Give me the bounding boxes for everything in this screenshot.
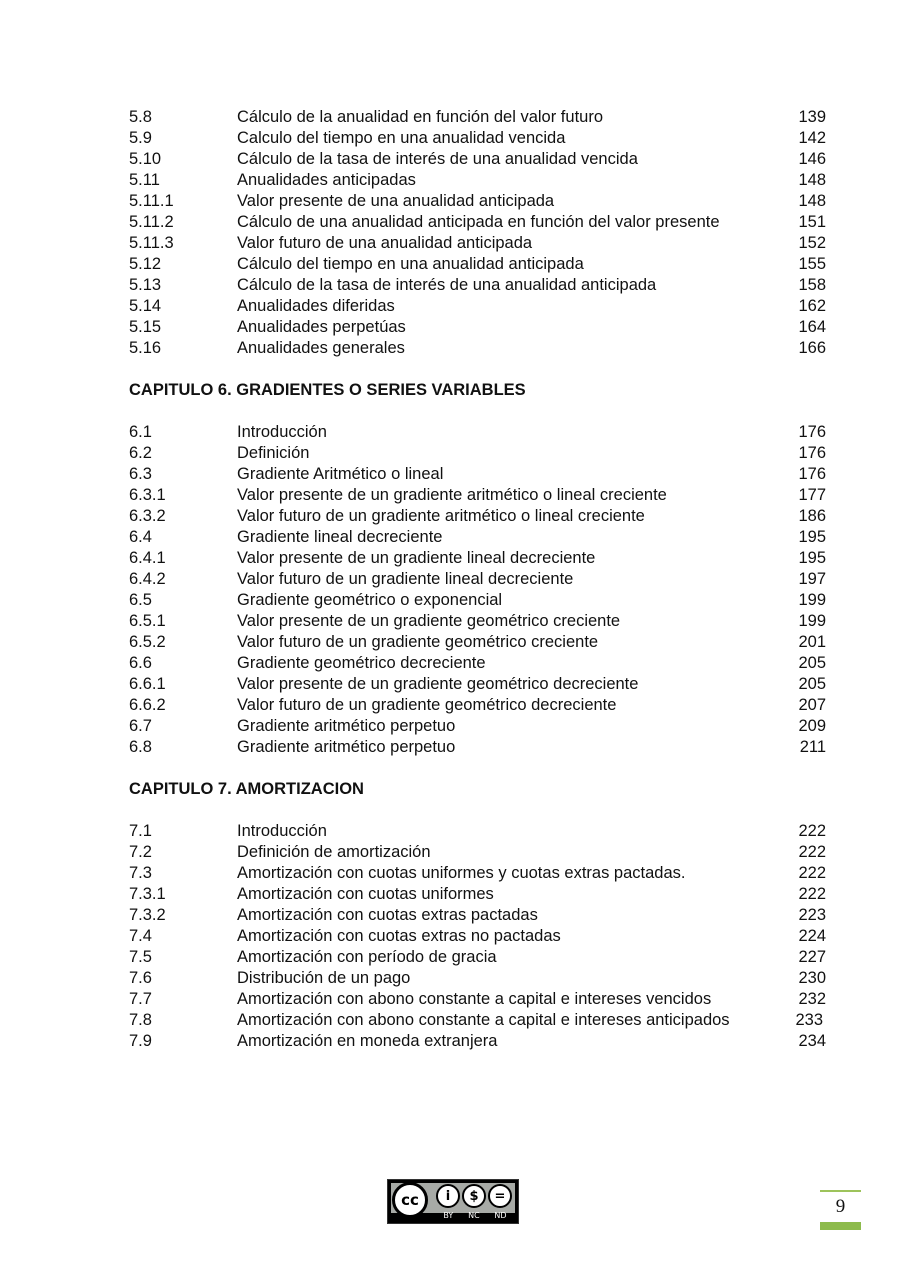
toc-entry-number: 5.13 xyxy=(129,276,162,294)
nc-icon: $ xyxy=(462,1184,486,1208)
toc-entry-title: Valor futuro de un gradiente lineal decreciente xyxy=(237,570,574,588)
toc-entry-number: 6.5.2 xyxy=(129,633,166,651)
toc-entry-title: Introducción xyxy=(237,822,327,840)
toc-entry-page: 230 xyxy=(798,969,826,987)
license-label-nd: ND xyxy=(494,1211,507,1220)
toc-entry-page: 164 xyxy=(798,318,826,336)
toc-entry-number: 7.6 xyxy=(129,969,152,987)
toc-entry[interactable] xyxy=(129,548,829,569)
toc-entry-title: Anualidades generales xyxy=(237,339,405,357)
toc-entry-number: 6.5 xyxy=(129,591,152,609)
page-number-bottom-bar xyxy=(820,1222,861,1230)
toc-entry-page: 223 xyxy=(798,906,826,924)
toc-entry[interactable] xyxy=(129,632,829,653)
toc-entry-page: 211 xyxy=(799,738,826,756)
toc-entry[interactable] xyxy=(129,443,829,464)
toc-entry-title: Cálculo de la tasa de interés de una anualidad anticipada xyxy=(237,276,657,294)
toc-entry-title: Amortización con abono constante a capital e intereses anticipados xyxy=(237,1011,730,1029)
table-of-contents xyxy=(129,107,829,1052)
toc-entry-page: 155 xyxy=(798,255,826,273)
toc-entry-number: 6.3.2 xyxy=(129,507,166,525)
toc-entry-title: Gradiente lineal decreciente xyxy=(237,528,443,546)
toc-entry-number: 6.7 xyxy=(129,717,152,735)
toc-entry-page: 224 xyxy=(798,927,826,945)
toc-entry[interactable] xyxy=(129,317,829,338)
toc-entry-title: Valor futuro de una anualidad anticipada xyxy=(237,234,533,252)
toc-entry-title: Valor futuro de un gradiente geométrico creciente xyxy=(237,633,599,651)
toc-entry-page: 209 xyxy=(798,717,826,735)
toc-entry-number: 6.6.1 xyxy=(129,675,166,693)
toc-entry-number: 7.8 xyxy=(129,1011,152,1029)
toc-entry-page: 195 xyxy=(798,549,826,567)
toc-entry-page: 232 xyxy=(798,990,826,1008)
toc-chapter-7-items xyxy=(129,821,829,1052)
toc-entry[interactable] xyxy=(129,107,829,128)
toc-entry-number: 5.11.3 xyxy=(129,234,174,252)
toc-entry-title: Valor presente de un gradiente aritmético o lineal creciente xyxy=(237,486,667,504)
toc-entry-number: 6.1 xyxy=(129,423,152,441)
toc-entry[interactable] xyxy=(129,296,829,317)
toc-entry-number: 5.10 xyxy=(129,150,162,168)
toc-entry-number: 6.4.2 xyxy=(129,570,166,588)
toc-entry-page: 222 xyxy=(798,864,826,882)
toc-entry-number: 6.3 xyxy=(129,465,152,483)
toc-entry-page: 162 xyxy=(798,297,826,315)
toc-entry-title: Gradiente aritmético perpetuo xyxy=(237,717,456,735)
toc-entry-page: 148 xyxy=(798,192,826,210)
toc-entry[interactable] xyxy=(129,254,829,275)
toc-entry[interactable] xyxy=(129,1010,829,1031)
toc-entry[interactable] xyxy=(129,821,829,842)
toc-entry-number: 7.2 xyxy=(129,843,152,861)
toc-entry-title: Valor futuro de un gradiente aritmético o lineal creciente xyxy=(237,507,645,525)
toc-entry[interactable] xyxy=(129,863,829,884)
toc-entry-title: Amortización con cuotas extras no pactadas xyxy=(237,927,561,945)
toc-entry-title: Valor presente de una anualidad anticipada xyxy=(237,192,555,210)
toc-entry[interactable] xyxy=(129,590,829,611)
toc-entry-title: Gradiente Aritmético o lineal xyxy=(237,465,444,483)
toc-entry-page: 222 xyxy=(798,822,826,840)
toc-entry-page: 176 xyxy=(798,423,826,441)
toc-entry[interactable] xyxy=(129,128,829,149)
toc-entry-page: 222 xyxy=(798,843,826,861)
toc-entry-page: 205 xyxy=(798,654,826,672)
toc-entry[interactable] xyxy=(129,674,829,695)
toc-entry-number: 5.11.1 xyxy=(129,192,174,210)
toc-entry-page: 201 xyxy=(798,633,826,651)
toc-entry-number: 6.6 xyxy=(129,654,152,672)
page-number: 9 xyxy=(835,1196,846,1217)
toc-entry-number: 7.3 xyxy=(129,864,152,882)
toc-entry-page: 158 xyxy=(798,276,826,294)
toc-entry[interactable] xyxy=(129,737,829,758)
toc-entry[interactable] xyxy=(129,653,829,674)
chapter-6-heading: CAPITULO 6. GRADIENTES O SERIES VARIABLES xyxy=(129,381,526,399)
toc-entry-page: 176 xyxy=(798,465,826,483)
toc-entry[interactable] xyxy=(129,191,829,212)
toc-entry-page: 139 xyxy=(798,108,826,126)
toc-entry-title: Valor presente de un gradiente geométrico decreciente xyxy=(237,675,639,693)
toc-entry-page: 148 xyxy=(798,171,826,189)
cc-icon: cc xyxy=(392,1182,428,1218)
page-number-top-rule xyxy=(820,1190,861,1192)
license-labels xyxy=(436,1211,514,1221)
toc-entry-page: 186 xyxy=(798,507,826,525)
toc-entry-number: 6.6.2 xyxy=(129,696,166,714)
toc-entry[interactable] xyxy=(129,611,829,632)
toc-entry-page: 234 xyxy=(798,1032,826,1050)
toc-entry-title: Amortización en moneda extranjera xyxy=(237,1032,498,1050)
license-label-nc: NC xyxy=(468,1211,480,1220)
toc-entry-number: 6.4 xyxy=(129,528,152,546)
chapter-7-heading: CAPITULO 7. AMORTIZACION xyxy=(129,780,364,798)
toc-entry-page: 199 xyxy=(798,612,826,630)
toc-entry-title: Valor presente de un gradiente geométrico creciente xyxy=(237,612,621,630)
toc-entry[interactable] xyxy=(129,506,829,527)
toc-entry-page: 176 xyxy=(798,444,826,462)
toc-entry-title: Gradiente geométrico decreciente xyxy=(237,654,486,672)
toc-entry-title: Cálculo del tiempo en una anualidad anticipada xyxy=(237,255,584,273)
page-number-box xyxy=(820,1190,861,1230)
toc-entry-page: 197 xyxy=(798,570,826,588)
toc-entry[interactable] xyxy=(129,905,829,926)
toc-entry-title: Gradiente aritmético perpetuo xyxy=(237,738,456,756)
toc-entry[interactable] xyxy=(129,1031,829,1052)
toc-entry-number: 5.8 xyxy=(129,108,152,126)
toc-entry-page: 177 xyxy=(798,486,826,504)
toc-entry-title: Anualidades perpetúas xyxy=(237,318,406,336)
toc-entry-number: 6.5.1 xyxy=(129,612,166,630)
toc-entry[interactable] xyxy=(129,884,829,905)
toc-entry-number: 6.8 xyxy=(129,738,152,756)
toc-entry-page: 199 xyxy=(798,591,826,609)
toc-entry-title: Amortización con abono constante a capital e intereses vencidos xyxy=(237,990,712,1008)
toc-entry-page: 207 xyxy=(798,696,826,714)
toc-section-5-continued xyxy=(129,107,829,359)
toc-entry[interactable] xyxy=(129,842,829,863)
toc-entry-title: Definición de amortización xyxy=(237,843,431,861)
toc-entry-title: Distribución de un pago xyxy=(237,969,411,987)
toc-entry-page: 142 xyxy=(798,129,826,147)
toc-entry-page: 146 xyxy=(798,150,826,168)
toc-entry[interactable] xyxy=(129,170,829,191)
toc-entry-page: 233 xyxy=(795,1011,823,1029)
toc-entry[interactable] xyxy=(129,716,829,737)
toc-entry[interactable] xyxy=(129,149,829,170)
toc-entry[interactable] xyxy=(129,464,829,485)
toc-entry[interactable] xyxy=(129,947,829,968)
toc-entry-number: 5.11 xyxy=(129,171,160,189)
toc-entry-title: Calculo del tiempo en una anualidad vencida xyxy=(237,129,566,147)
toc-entry-title: Gradiente geométrico o exponencial xyxy=(237,591,503,609)
toc-entry[interactable] xyxy=(129,569,829,590)
toc-entry-number: 7.5 xyxy=(129,948,152,966)
toc-entry-number: 5.15 xyxy=(129,318,162,336)
license-label-by: BY xyxy=(443,1211,454,1220)
toc-entry-page: 222 xyxy=(798,885,826,903)
toc-entry-number: 5.9 xyxy=(129,129,152,147)
toc-entry-number: 7.9 xyxy=(129,1032,152,1050)
toc-entry-number: 7.4 xyxy=(129,927,152,945)
toc-entry-title: Cálculo de una anualidad anticipada en función del valor presente xyxy=(237,213,720,231)
toc-entry[interactable] xyxy=(129,485,829,506)
toc-entry-title: Amortización con cuotas uniformes xyxy=(237,885,494,903)
toc-entry-number: 7.7 xyxy=(129,990,152,1008)
toc-entry[interactable] xyxy=(129,926,829,947)
toc-entry-title: Anualidades diferidas xyxy=(237,297,395,315)
toc-entry-page: 227 xyxy=(798,948,826,966)
toc-entry-number: 5.14 xyxy=(129,297,162,315)
toc-entry[interactable] xyxy=(129,695,829,716)
toc-entry-number: 7.3.2 xyxy=(129,906,166,924)
toc-entry-title: Amortización con período de gracia xyxy=(237,948,497,966)
toc-entry[interactable] xyxy=(129,275,829,296)
toc-entry-title: Amortización con cuotas uniformes y cuotas extras pactadas. xyxy=(237,864,686,882)
toc-entry[interactable] xyxy=(129,989,829,1010)
toc-entry-title: Anualidades anticipadas xyxy=(237,171,416,189)
toc-entry-title: Cálculo de la tasa de interés de una anualidad vencida xyxy=(237,150,638,168)
toc-entry-number: 5.12 xyxy=(129,255,162,273)
toc-entry-title: Valor presente de un gradiente lineal decreciente xyxy=(237,549,596,567)
toc-entry-number: 5.16 xyxy=(129,339,162,357)
toc-entry-page: 151 xyxy=(798,213,826,231)
toc-entry-number: 6.2 xyxy=(129,444,152,462)
toc-entry[interactable] xyxy=(129,212,829,233)
toc-entry-page: 195 xyxy=(798,528,826,546)
toc-entry[interactable] xyxy=(129,422,829,443)
toc-entry-number: 5.11.2 xyxy=(129,213,174,231)
toc-chapter-6-items xyxy=(129,422,829,758)
toc-entry-number: 6.4.1 xyxy=(129,549,166,567)
toc-entry-page: 166 xyxy=(798,339,826,357)
nd-icon: = xyxy=(488,1184,512,1208)
toc-entry-title: Cálculo de la anualidad en función del valor futuro xyxy=(237,108,603,126)
toc-entry[interactable] xyxy=(129,968,829,989)
toc-entry-title: Amortización con cuotas extras pactadas xyxy=(237,906,538,924)
toc-entry-number: 7.1 xyxy=(129,822,152,840)
toc-entry-page: 152 xyxy=(798,234,826,252)
toc-entry[interactable] xyxy=(129,527,829,548)
by-icon: i xyxy=(436,1184,460,1208)
toc-entry[interactable] xyxy=(129,338,829,359)
toc-entry-page: 205 xyxy=(798,675,826,693)
toc-entry-number: 7.3.1 xyxy=(129,885,166,903)
toc-entry-title: Introducción xyxy=(237,423,327,441)
creative-commons-license-badge[interactable] xyxy=(387,1179,519,1224)
toc-entry[interactable] xyxy=(129,233,829,254)
toc-entry-title: Definición xyxy=(237,444,310,462)
toc-entry-title: Valor futuro de un gradiente geométrico decreciente xyxy=(237,696,617,714)
toc-entry-number: 6.3.1 xyxy=(129,486,166,504)
